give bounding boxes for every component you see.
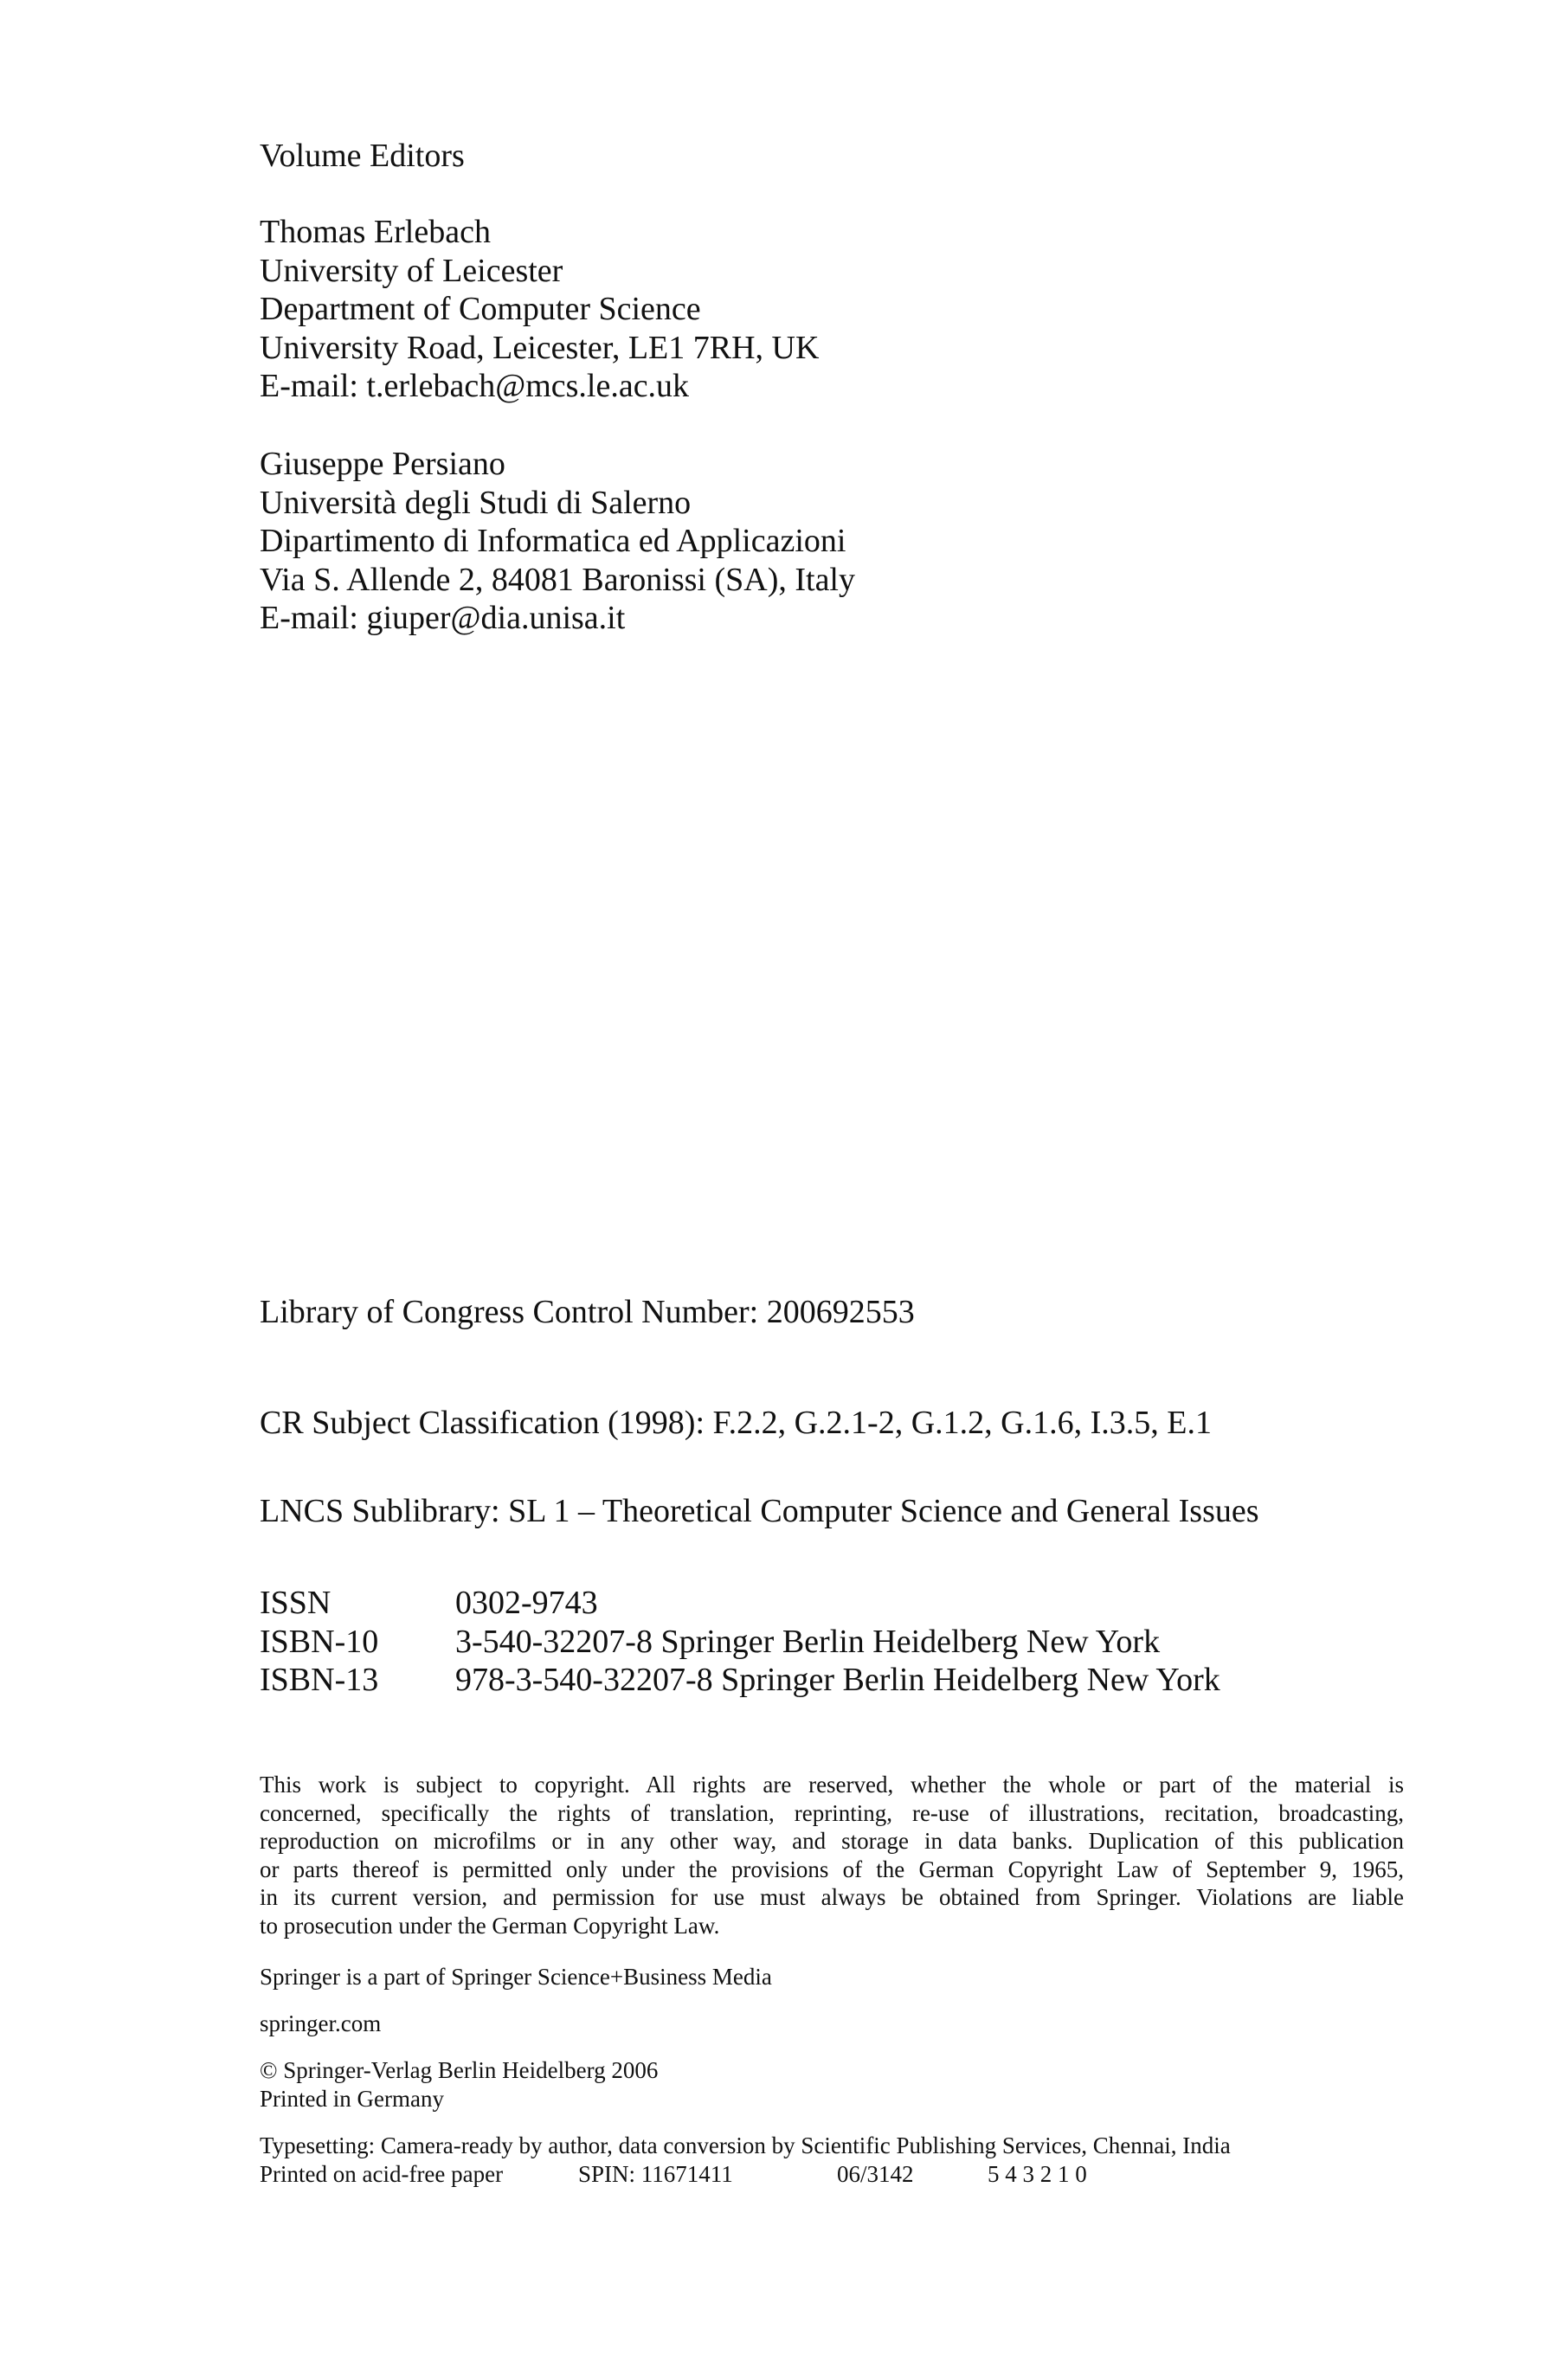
paper-info: Printed on acid-free paper (260, 2160, 504, 2187)
printing-sequence: 5 4 3 2 1 0 (988, 2160, 1087, 2187)
copyright-notice (260, 1771, 1404, 1939)
identifier-value: 3-540-32207-8 Springer Berlin Heidelberg New York (455, 1623, 1161, 1660)
editor-name: Giuseppe Persiano (260, 446, 505, 482)
typesetting-block (260, 2132, 1404, 2189)
springer-part-line (260, 1963, 772, 1991)
volume-editors-heading: Volume Editors (260, 138, 465, 174)
editor-email: E-mail: t.erlebach@mcs.le.ac.uk (260, 368, 690, 404)
identifier-value: 0302-9743 (455, 1585, 598, 1621)
identifier-row (260, 1661, 1220, 1700)
website-text: springer.com (260, 2010, 382, 2036)
typesetting-line: Typesetting: Camera-ready by author, data conversion by Scientific Publishing Services, Chennai, India (260, 2132, 1231, 2158)
editor-affiliation-line: Department of Computer Science (260, 291, 701, 327)
lccn-line (260, 1293, 915, 1332)
copyright-notice-line: This work is subject to copyright. All rights are reserved, whether the whole or part of the material is (260, 1772, 1404, 1798)
editor-address-line: University Road, Leicester, LE1 7RH, UK (260, 329, 820, 366)
identifier-value: 978-3-540-32207-8 Springer Berlin Heidelberg New York (455, 1662, 1220, 1698)
springer-part-text: Springer is a part of Springer Science+Business Media (260, 1964, 772, 1990)
print-details-line (260, 2160, 1404, 2189)
identifier-key: ISBN-10 (260, 1623, 379, 1660)
sublibrary-line (260, 1492, 1259, 1531)
spin-number: SPIN: 11671411 (578, 2160, 733, 2187)
editor-affiliation-line: University of Leicester (260, 252, 563, 289)
website-line (260, 2010, 381, 2038)
copyright-notice-line: to prosecution under the German Copyright Law. (260, 1912, 720, 1939)
sublibrary-text: LNCS Sublibrary: SL 1 – Theoretical Computer Science and General Issues (260, 1493, 1259, 1529)
cr-classification-line (260, 1404, 1212, 1443)
identifier-key: ISSN (260, 1585, 331, 1621)
editor-entry-persiano (260, 445, 855, 638)
copyright-notice-line: in its current version, and permission for use must always be obtained from Springer. Violations are liable (260, 1884, 1404, 1910)
identifier-row (260, 1584, 1220, 1623)
identifiers-table (260, 1584, 1220, 1700)
editor-email: E-mail: giuper@dia.unisa.it (260, 600, 626, 636)
cr-classification-text: CR Subject Classification (1998): F.2.2, G.2.1-2, G.1.2, G.1.6, I.3.5, E.1 (260, 1405, 1212, 1441)
copyright-notice-line: concerned, specifically the rights of translation, reprinting, re-use of illustrations, recitation, broadcasting, (260, 1799, 1404, 1826)
copyright-notice-line: or parts thereof is permitted only under the provisions of the German Copyright Law of September 9, 1965, (260, 1856, 1404, 1882)
editor-affiliation-line: Università degli Studi di Salerno (260, 484, 692, 521)
lccn-text: Library of Congress Control Number: 200692553 (260, 1294, 915, 1330)
editor-name: Thomas Erlebach (260, 214, 491, 250)
copyright-notice-line: reproduction on microfilms or in any other way, and storage in data banks. Duplication of this publication (260, 1828, 1404, 1854)
identifier-key: ISBN-13 (260, 1662, 379, 1698)
editor-entry-erlebach (260, 213, 819, 406)
copyright-holder-block (260, 2056, 658, 2113)
copyright-line: © Springer-Verlag Berlin Heidelberg 2006 (260, 2057, 659, 2083)
editor-affiliation-line: Dipartimento di Informatica ed Applicazioni (260, 523, 846, 559)
identifiers-table-wrapper (260, 1584, 1220, 1700)
printed-in-line: Printed in Germany (260, 2085, 444, 2112)
editor-address-line: Via S. Allende 2, 84081 Baronissi (SA), Italy (260, 561, 855, 598)
print-code: 06/3142 (837, 2160, 914, 2187)
volume-editors-section (260, 137, 465, 176)
identifier-row (260, 1623, 1220, 1662)
